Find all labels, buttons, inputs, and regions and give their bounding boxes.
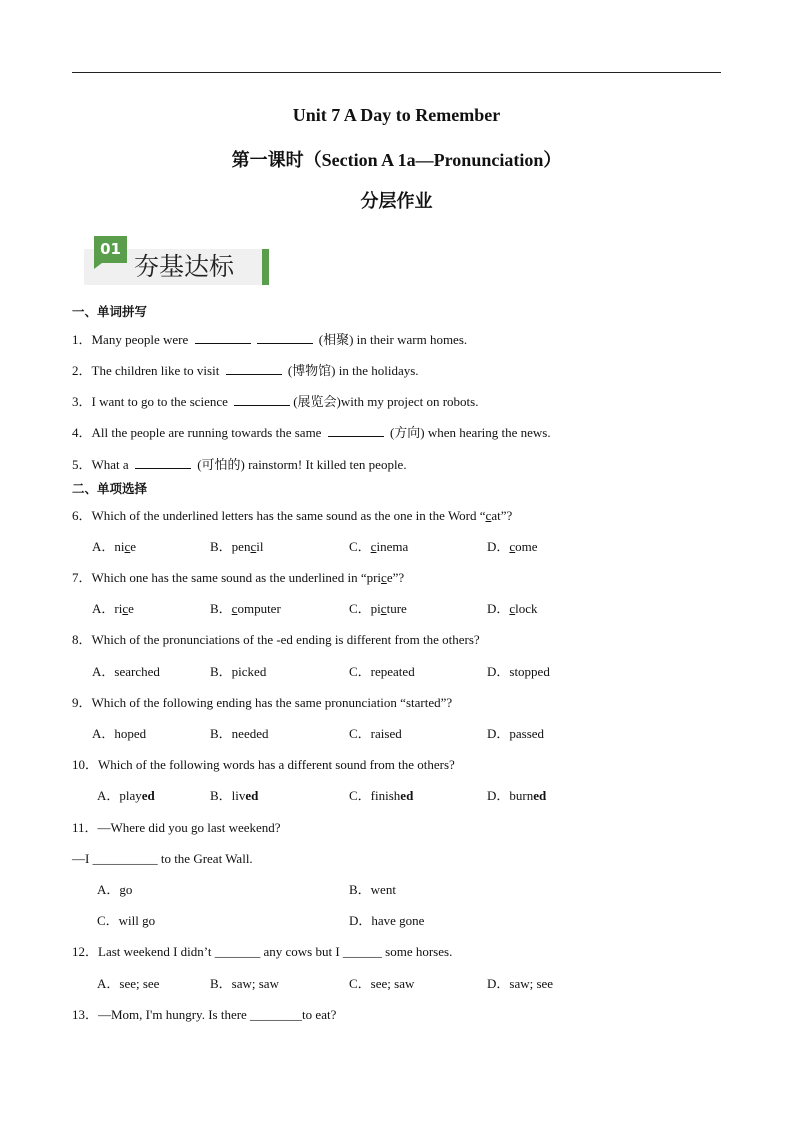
- answer-blank[interactable]: [135, 456, 191, 469]
- text: 2．The children like to visit: [72, 363, 223, 378]
- answer-option[interactable]: [487, 664, 550, 680]
- text: D．passed: [487, 726, 545, 741]
- question-line: [72, 508, 512, 524]
- text: 1．Many people were: [72, 332, 192, 347]
- answer-blank[interactable]: [226, 362, 282, 375]
- answer-blank[interactable]: [234, 393, 290, 406]
- question-line: [72, 632, 480, 648]
- question-line: [72, 944, 452, 960]
- answer-blank[interactable]: [328, 424, 384, 437]
- text: 11．—Where did you go last weekend?: [72, 820, 281, 835]
- underlined-letter: c: [381, 570, 387, 585]
- text: 8．Which of the pronunciations of the -ed ending is different from the others?: [72, 632, 480, 647]
- text: B．picked: [210, 664, 267, 679]
- text: (博物馆) in the holidays.: [284, 363, 419, 378]
- answer-option[interactable]: [210, 664, 266, 680]
- banner-label: 夯基达标: [134, 252, 235, 281]
- answer-option[interactable]: [97, 976, 159, 992]
- underlined-letter: c: [124, 539, 131, 554]
- answer-option[interactable]: [97, 788, 155, 804]
- text: C．repeated: [349, 664, 415, 679]
- text: ome: [515, 539, 538, 554]
- text: omputer: [237, 601, 281, 616]
- text: A．go: [97, 882, 133, 897]
- question-line: [72, 393, 478, 410]
- text: B．saw; saw: [210, 976, 279, 991]
- answer-option[interactable]: [97, 913, 155, 929]
- homework-label: 分层作业: [360, 191, 433, 211]
- question-line: [72, 820, 281, 836]
- text: (可怕的) rainstorm! It killed ten people.: [193, 457, 407, 472]
- text: A．ri: [92, 601, 123, 616]
- answer-option[interactable]: [210, 726, 268, 742]
- text: B．liv: [210, 788, 246, 803]
- text: B．went: [349, 882, 396, 897]
- text: (展览会)with my project on robots.: [293, 394, 479, 409]
- answer-option[interactable]: [97, 882, 132, 898]
- question-line: [72, 570, 404, 586]
- text: 4．All the people are running towards the same: [72, 425, 325, 440]
- document-title: Unit 7 A Day to Remember: [292, 105, 501, 125]
- text: D．stopped: [487, 664, 550, 679]
- answer-option[interactable]: [487, 539, 538, 555]
- text: B．needed: [210, 726, 269, 741]
- text: 5．What a: [72, 457, 132, 472]
- answer-option[interactable]: [210, 601, 281, 617]
- answer-option[interactable]: [210, 539, 263, 555]
- answer-option[interactable]: [349, 976, 414, 992]
- text: C．will go: [97, 913, 156, 928]
- text: ture: [386, 601, 407, 616]
- section-banner: [84, 233, 270, 285]
- question-line: [72, 851, 253, 867]
- text: e: [128, 601, 134, 616]
- text: D．have gone: [349, 913, 425, 928]
- answer-blank[interactable]: [195, 331, 251, 344]
- question-line: [72, 362, 419, 379]
- text: B．pen: [210, 539, 251, 554]
- text: D．saw; see: [487, 976, 554, 991]
- text: 12．Last weekend I didn’t _______ any cows but I ______ some horses.: [72, 944, 453, 959]
- answer-blank[interactable]: [257, 331, 313, 344]
- text: 7．Which one has the same sound as the underlined in “pri: [72, 570, 382, 585]
- answer-option[interactable]: [349, 539, 408, 555]
- answer-option[interactable]: [92, 726, 146, 742]
- underlined-letter: c: [509, 601, 516, 616]
- text: B．: [210, 601, 232, 616]
- underlined-letter: c: [250, 539, 257, 554]
- bold-ending: ed: [533, 788, 547, 803]
- banner-accent-bar: [262, 249, 269, 285]
- answer-option[interactable]: [349, 913, 424, 929]
- bold-ending: ed: [141, 788, 155, 803]
- question-line: [72, 424, 551, 441]
- text: A．play: [97, 788, 142, 803]
- answer-option[interactable]: [487, 726, 544, 742]
- text: at”?: [491, 508, 513, 523]
- answer-option[interactable]: [349, 601, 407, 617]
- banner-number: 01: [94, 236, 127, 263]
- bold-ending: ed: [245, 788, 259, 803]
- answer-option[interactable]: [210, 788, 258, 804]
- bold-ending: ed: [400, 788, 414, 803]
- answer-option[interactable]: [349, 726, 402, 742]
- text: 9．Which of the following ending has the same pronunciation “started”?: [72, 695, 453, 710]
- text: D．: [487, 539, 510, 554]
- answer-option[interactable]: [349, 788, 413, 804]
- answer-option[interactable]: [487, 601, 538, 617]
- section-heading: 一、单词拼写: [72, 304, 148, 319]
- text: e”?: [386, 570, 405, 585]
- text: 10．Which of the following words has a different sound from the others?: [72, 757, 455, 772]
- text: 6．Which of the underlined letters has the same sound as the one in the Word “: [72, 508, 486, 523]
- text: D．burn: [487, 788, 534, 803]
- answer-option[interactable]: [349, 882, 396, 898]
- question-line: [72, 757, 455, 773]
- text: D．: [487, 601, 510, 616]
- banner-tail: [94, 263, 102, 269]
- text: (相聚) in their warm homes.: [315, 332, 468, 347]
- text: inema: [376, 539, 409, 554]
- question-line: [72, 331, 467, 348]
- section-heading: 二、单项选择: [72, 481, 148, 496]
- text: il: [256, 539, 264, 554]
- text: C．see; saw: [349, 976, 415, 991]
- text: lock: [515, 601, 538, 616]
- text: e: [130, 539, 137, 554]
- answer-option[interactable]: [92, 664, 160, 680]
- answer-option[interactable]: [487, 976, 553, 992]
- underlined-letter: c: [485, 508, 492, 523]
- text: (方向) when hearing the news.: [386, 425, 551, 440]
- text: A．hoped: [92, 726, 147, 741]
- text: C．: [349, 539, 371, 554]
- text: A．ni: [92, 539, 125, 554]
- text: C．pi: [349, 601, 381, 616]
- lesson-subtitle: 第一课时（Section A 1a—Pronunciation）: [231, 150, 562, 170]
- question-line: [72, 695, 452, 711]
- text: 3．I want to go to the science: [72, 394, 232, 409]
- underlined-letter: c: [231, 601, 238, 616]
- text: A．see; see: [97, 976, 160, 991]
- underlined-letter: c: [122, 601, 129, 616]
- underlined-letter: c: [380, 601, 387, 616]
- text: 13．—Mom, I'm hungry. Is there ________to eat?: [72, 1007, 337, 1022]
- question-line: [72, 456, 407, 473]
- answer-option[interactable]: [92, 601, 134, 617]
- answer-option[interactable]: [92, 539, 136, 555]
- text: C．raised: [349, 726, 402, 741]
- text: —I __________ to the Great Wall.: [72, 851, 253, 866]
- answer-option[interactable]: [487, 788, 546, 804]
- text: C．finish: [349, 788, 401, 803]
- question-line: [72, 1007, 336, 1023]
- answer-option[interactable]: [210, 976, 279, 992]
- header-rule: [72, 72, 721, 73]
- underlined-letter: c: [509, 539, 516, 554]
- text: A．searched: [92, 664, 160, 679]
- underlined-letter: c: [370, 539, 377, 554]
- answer-option[interactable]: [349, 664, 415, 680]
